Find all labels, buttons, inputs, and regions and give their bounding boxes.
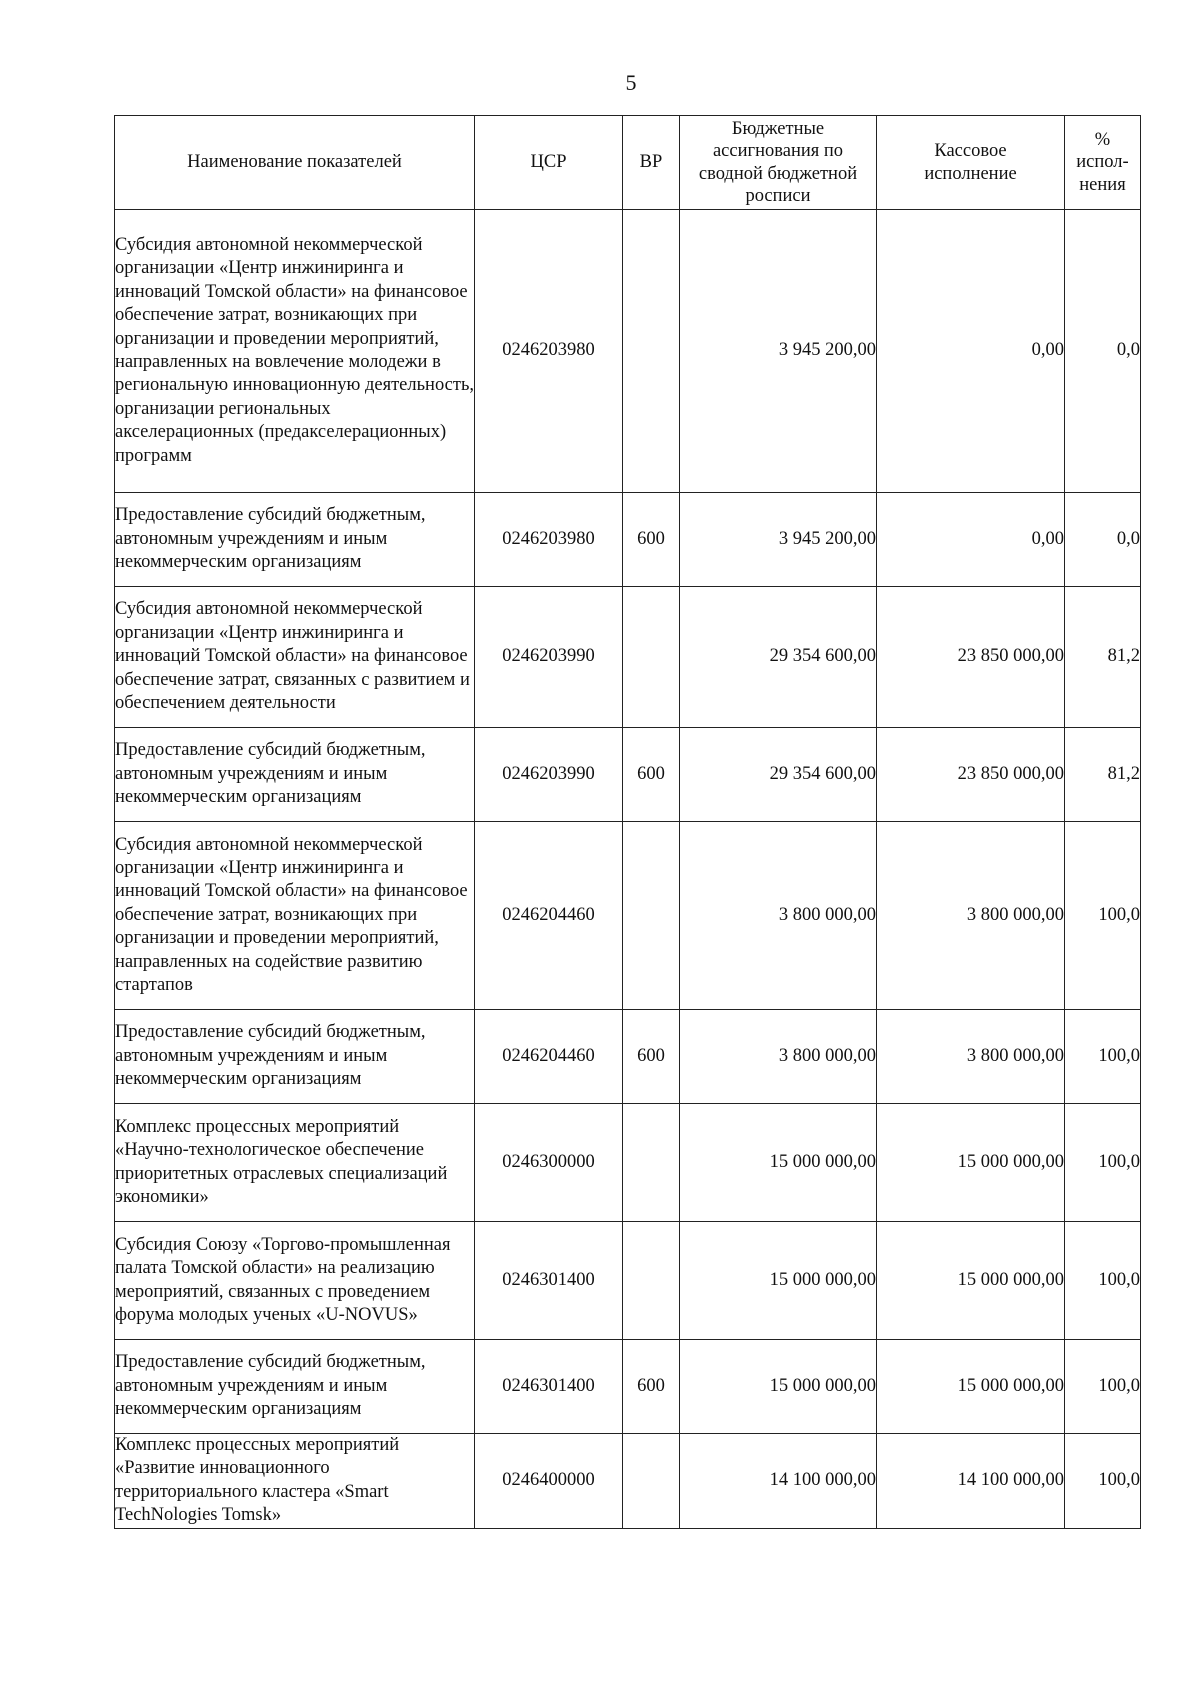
row-csr: 0246301400 xyxy=(475,1222,623,1340)
row-name: Предоставление субсидий бюджетным, автономным учреждениям и иным некоммерческим организациям xyxy=(115,728,475,822)
row-csr: 0246203980 xyxy=(475,493,623,587)
row-budget: 14 100 000,00 xyxy=(680,1434,877,1529)
table-row xyxy=(115,1222,1141,1340)
row-budget: 3 800 000,00 xyxy=(680,1010,877,1104)
row-vr xyxy=(623,822,680,1010)
row-pct: 0,0 xyxy=(1065,210,1141,493)
header-name: Наименование показателей xyxy=(115,116,475,210)
row-csr: 0246203980 xyxy=(475,210,623,493)
header-vr: ВР xyxy=(623,116,680,210)
row-budget: 15 000 000,00 xyxy=(680,1104,877,1222)
row-budget: 15 000 000,00 xyxy=(680,1222,877,1340)
row-budget: 3 800 000,00 xyxy=(680,822,877,1010)
table-row xyxy=(115,728,1141,822)
row-csr: 0246300000 xyxy=(475,1104,623,1222)
row-vr xyxy=(623,1104,680,1222)
header-cash: Кассовое исполнение xyxy=(877,116,1065,210)
row-cash: 0,00 xyxy=(877,493,1065,587)
row-csr: 0246301400 xyxy=(475,1340,623,1434)
table-header-row xyxy=(115,116,1141,210)
header-pct: % испол-нения xyxy=(1065,116,1141,210)
row-csr: 0246204460 xyxy=(475,1010,623,1104)
row-budget: 15 000 000,00 xyxy=(680,1340,877,1434)
row-cash: 14 100 000,00 xyxy=(877,1434,1065,1529)
row-pct: 100,0 xyxy=(1065,1434,1141,1529)
row-cash: 3 800 000,00 xyxy=(877,1010,1065,1104)
row-csr: 0246400000 xyxy=(475,1434,623,1529)
table-row xyxy=(115,822,1141,1010)
row-cash: 23 850 000,00 xyxy=(877,728,1065,822)
row-csr: 0246203990 xyxy=(475,587,623,728)
row-budget: 29 354 600,00 xyxy=(680,587,877,728)
row-vr xyxy=(623,1434,680,1529)
row-vr: 600 xyxy=(623,1340,680,1434)
row-csr: 0246204460 xyxy=(475,822,623,1010)
row-cash: 15 000 000,00 xyxy=(877,1222,1065,1340)
row-name: Субсидия автономной некоммерческой организации «Центр инжиниринга и инноваций Томской области» на финансовое обеспечение затрат, возникающих при организации и проведении мероприятий, направленных на содействие развитию стартапов xyxy=(115,822,475,1010)
row-csr: 0246203990 xyxy=(475,728,623,822)
table-row xyxy=(115,210,1141,493)
row-vr: 600 xyxy=(623,1010,680,1104)
row-budget: 3 945 200,00 xyxy=(680,493,877,587)
row-budget: 29 354 600,00 xyxy=(680,728,877,822)
row-pct: 0,0 xyxy=(1065,493,1141,587)
row-cash: 3 800 000,00 xyxy=(877,822,1065,1010)
row-pct: 81,2 xyxy=(1065,587,1141,728)
table-row xyxy=(115,1104,1141,1222)
budget-execution-table xyxy=(114,115,1141,1529)
row-vr xyxy=(623,587,680,728)
row-name: Предоставление субсидий бюджетным, автономным учреждениям и иным некоммерческим организациям xyxy=(115,1340,475,1434)
row-name: Комплекс процессных мероприятий «Развитие инновационного территориального кластера «Smart TechNologies Tomsk» xyxy=(115,1434,475,1529)
row-pct: 100,0 xyxy=(1065,1104,1141,1222)
row-cash: 0,00 xyxy=(877,210,1065,493)
table-row xyxy=(115,1434,1141,1529)
row-cash: 15 000 000,00 xyxy=(877,1340,1065,1434)
table-row xyxy=(115,493,1141,587)
row-vr xyxy=(623,1222,680,1340)
row-cash: 23 850 000,00 xyxy=(877,587,1065,728)
row-name: Предоставление субсидий бюджетным, автономным учреждениям и иным некоммерческим организациям xyxy=(115,493,475,587)
table-row xyxy=(115,587,1141,728)
row-cash: 15 000 000,00 xyxy=(877,1104,1065,1222)
row-vr: 600 xyxy=(623,493,680,587)
row-name: Субсидия Союзу «Торгово-промышленная палата Томской области» на реализацию мероприятий, связанных с проведением форума молодых ученых «U-NOVUS» xyxy=(115,1222,475,1340)
row-budget: 3 945 200,00 xyxy=(680,210,877,493)
row-name: Комплекс процессных мероприятий «Научно-технологическое обеспечение приоритетных отраслевых специализаций экономики» xyxy=(115,1104,475,1222)
page-number: 5 xyxy=(625,70,637,95)
row-name: Предоставление субсидий бюджетным, автономным учреждениям и иным некоммерческим организациям xyxy=(115,1010,475,1104)
row-pct: 100,0 xyxy=(1065,1340,1141,1434)
row-pct: 100,0 xyxy=(1065,1010,1141,1104)
row-vr: 600 xyxy=(623,728,680,822)
row-name: Субсидия автономной некоммерческой организации «Центр инжиниринга и инноваций Томской области» на финансовое обеспечение затрат, возникающих при организации и проведении мероприятий, направленных на вовлечение молодежи в региональную инновационную деятельность, организации региональных акселерационных (предакселерационных) программ xyxy=(115,210,475,493)
row-pct: 100,0 xyxy=(1065,1222,1141,1340)
row-pct: 100,0 xyxy=(1065,822,1141,1010)
row-name: Субсидия автономной некоммерческой организации «Центр инжиниринга и инноваций Томской области» на финансовое обеспечение затрат, связанных с развитием и обеспечением деятельности xyxy=(115,587,475,728)
header-budget: Бюджетные ассигнования по сводной бюджетной росписи xyxy=(680,116,877,210)
header-csr: ЦСР xyxy=(475,116,623,210)
table-row xyxy=(115,1340,1141,1434)
table-row xyxy=(115,1010,1141,1104)
row-pct: 81,2 xyxy=(1065,728,1141,822)
row-vr xyxy=(623,210,680,493)
